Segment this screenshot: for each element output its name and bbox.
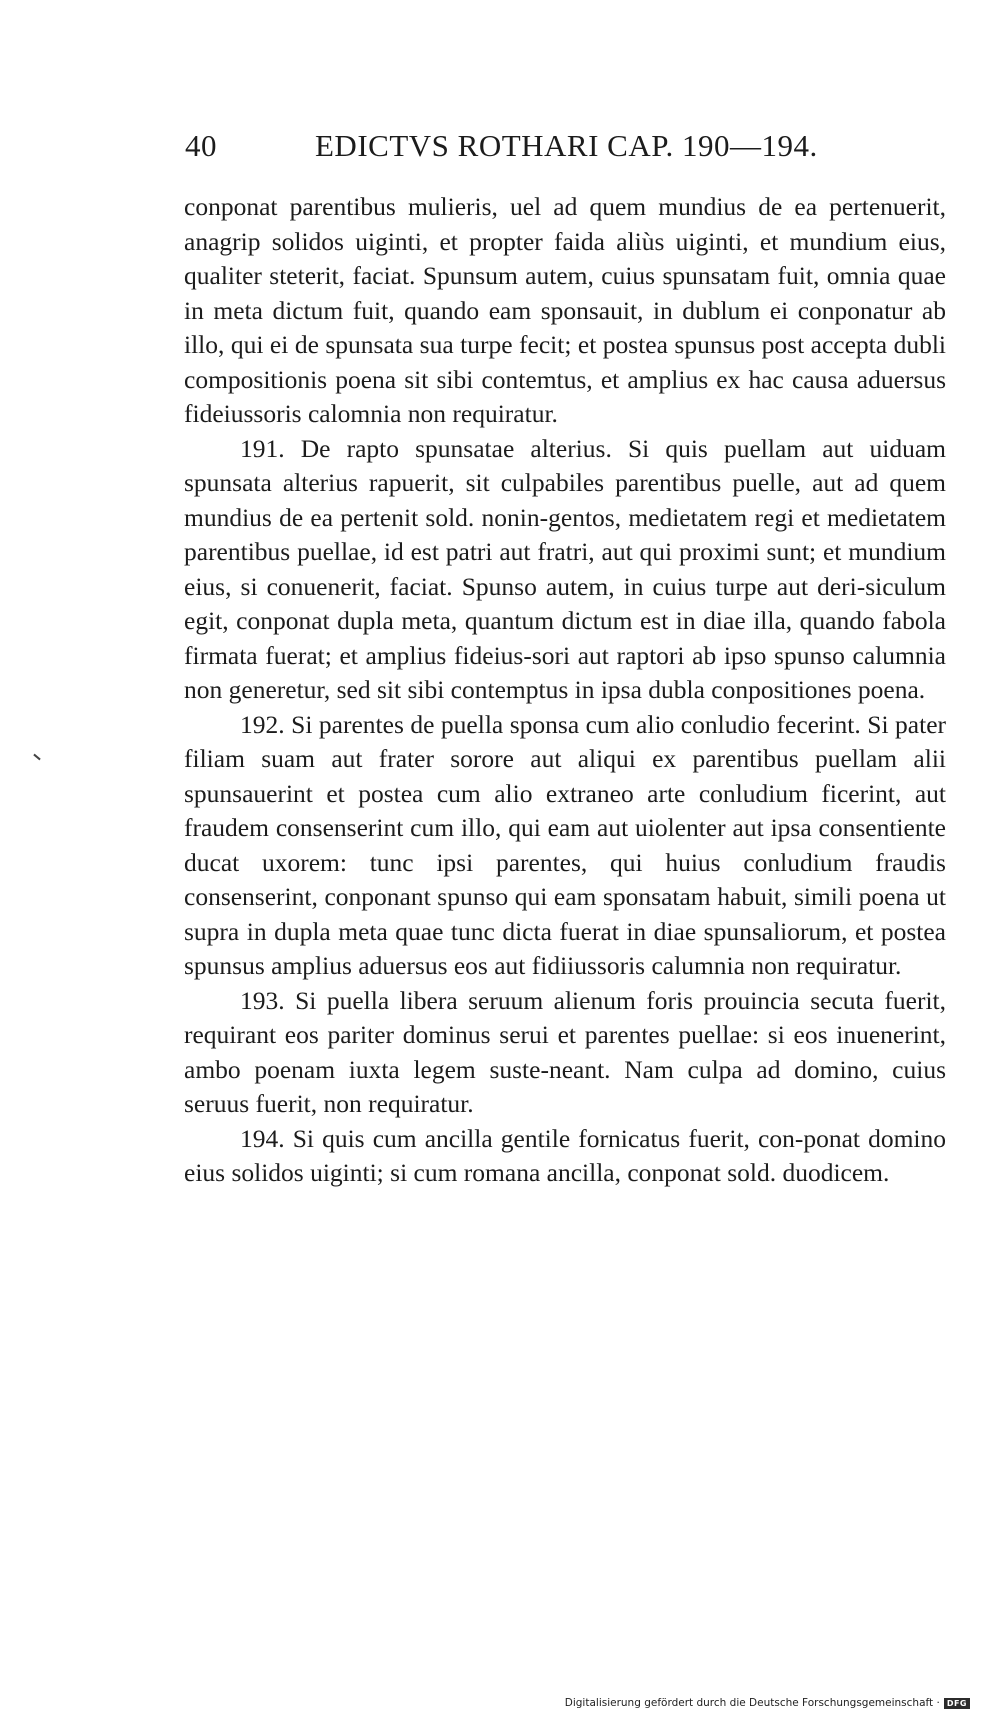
page-header <box>185 128 818 168</box>
section-number: 194. <box>240 1123 285 1153</box>
paragraph-text: Si parentes de puella sponsa cum alio conludio fecerint. Si pater filiam suam aut frater sorore aut aliqui ex parentibus puellam alii spunsauerint et postea cum alio extraneo arte conludium ficerint, aut fraudem consenserint cum illo, qui eam aut uiolenter aut ipsa consentiente ducat uxorem: tunc ipsi parentes, qui huius conludium fraudis consenserint, conponant spunso qui eam sponsatam habuit, simili poena ut supra in dupla meta quae tunc dicta fuerat in diae spunsaliorum, et postea spunsus amplius aduersus eos aut fidiiussoris calumnia non requiratur. <box>184 709 947 980</box>
section-number: 193. <box>240 985 285 1015</box>
credit-text: Digitalisierung gefördert durch die Deutsche Forschungsgemeinschaft · <box>564 1697 940 1709</box>
paragraph-text: conponat parentibus mulieris, uel ad quem mundius de ea pertenuerit, anagrip solidos uiginti, et propter faida aliùs uiginti, et mundium eius, qualiter steterit, faciat. Spunsum autem, cuius spunsatam fuit, omnia quae in meta dictum fuit, quando eam sponsauit, in dublum ei conponatur ab illo, qui ei de spunsata sua turpe fecit; et postea spunsus post accepta dubli compositionis poena sit sibi contemtus, et amplius ex hac causa aduersus fideiussoris calomnia non requiratur. <box>184 192 946 428</box>
paragraph-text: De rapto spunsatae alterius. Si quis puellam aut uiduam spunsata alterius rapuerit, sit culpabiles parentibus puelle, aut ad quem mundius de ea pertenit sold. nonin-gentos, medietatem regi et medietatem parentibus puellae, id est patri aut fratri, aut qui proximi sunt; et mundium eius, si conuenerit, faciat. Spunso autem, in cuius turpe aut deri-siculum egit, conponat dupla meta, quantum dictum est in diae illa, quando fabola firmata fuerat; et amplius fideius-sori aut raptori ab ipso spunso calumnia non generetur, sed sit sibi contemptus in ipsa dubla conpositiones poena. <box>184 433 946 704</box>
running-title: EDICTVS ROTHARI CAP. 190—194. <box>315 128 818 163</box>
paragraph-section-191 <box>184 432 946 708</box>
margin-mark <box>33 754 40 761</box>
body-text <box>184 190 946 1191</box>
paragraph-continuation <box>184 190 946 432</box>
paragraph-section-192 <box>184 708 946 984</box>
digitization-credit <box>565 1697 970 1709</box>
paragraph-section-193 <box>184 984 946 1122</box>
paragraph-section-194 <box>184 1122 946 1191</box>
section-number: 191. <box>240 433 285 463</box>
paragraph-text: Si quis cum ancilla gentile fornicatus fuerit, con-ponat domino eius solidos uiginti; si cum romana ancilla, conponat sold. duodicem. <box>184 1123 947 1187</box>
dfg-logo: DFG <box>944 1698 970 1709</box>
paragraph-text: Si puella libera seruum alienum foris prouincia secuta fuerit, requirant eos pariter dominus serui et parentes puellae: si eos inuenerint, ambo poenam iuxta legem suste-neant. Nam culpa ad domino, cuius seruus fuerit, non requiratur. <box>184 985 946 1118</box>
section-number: 192. <box>240 709 285 739</box>
page-number: 40 <box>185 128 217 163</box>
